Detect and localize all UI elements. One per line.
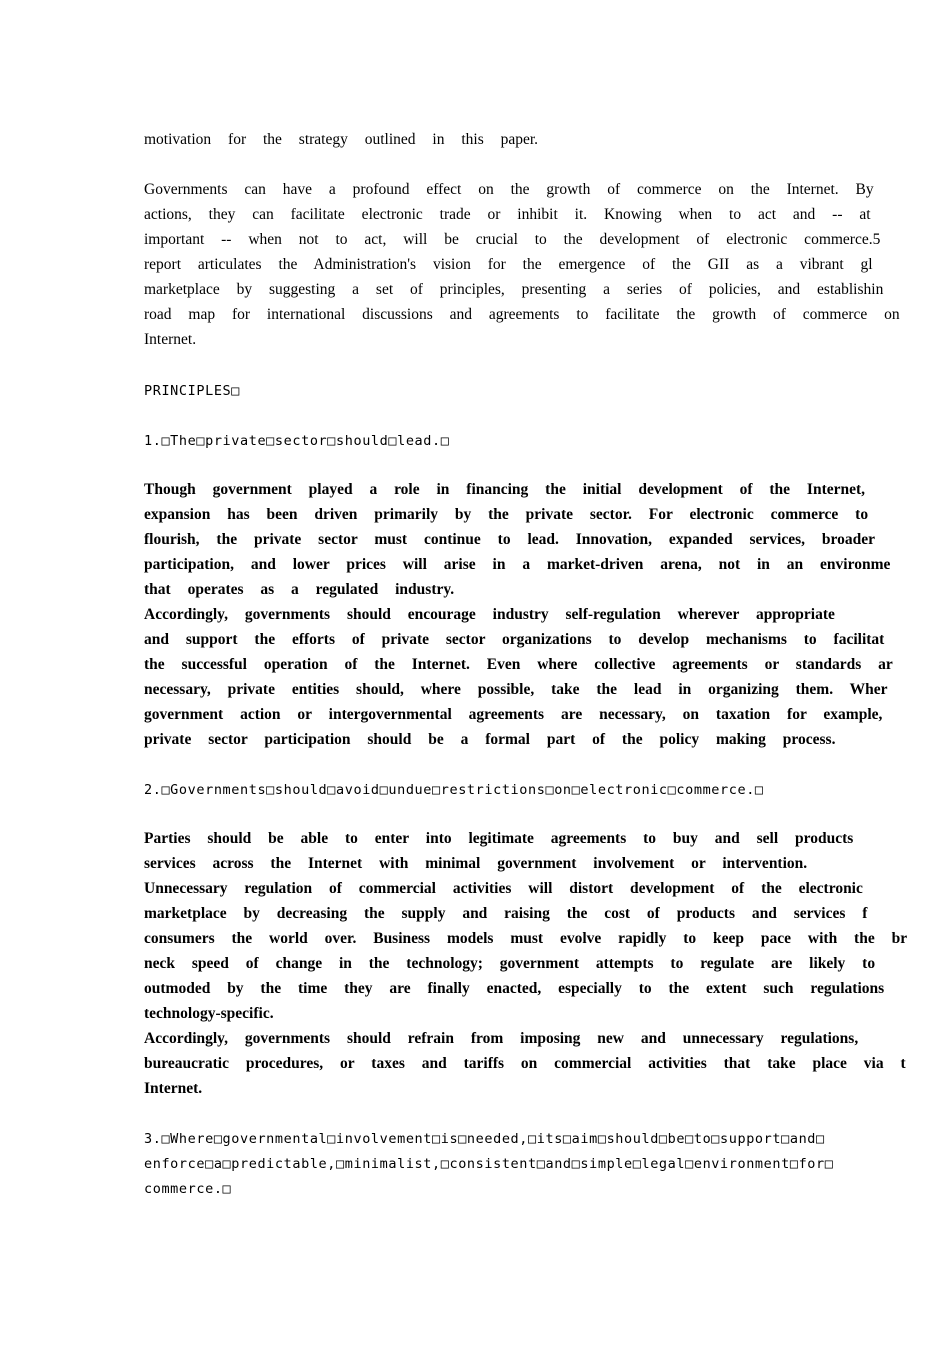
principle-3-heading-line: enforce□a□predictable,□minimalist,□consistent□and□simple□legal□environment□for□ [144, 1156, 834, 1172]
principle-3-heading-line: commerce.□ [144, 1181, 232, 1197]
section-heading-principles: PRINCIPLES□ [144, 383, 241, 399]
principle-1-heading: 1.□The□private□sector□should□lead.□ [144, 433, 450, 449]
principle-1-line: Though government played a role in financing the initial development of the Internet, [144, 481, 866, 498]
principle-1-line: flourish, the private sector must continue to lead. Innovation, expanded services, broader [144, 531, 875, 548]
paragraph-line: road map for international discussions and agreements to facilitate the growth of commerce on [144, 306, 900, 323]
principle-1-line: necessary, private entities should, where possible, take the lead in organizing them. Wher [144, 681, 888, 698]
principle-3-heading-line: 3.□Where□governmental□involvement□is□needed,□its□aim□should□be□to□support□and□ [144, 1131, 825, 1147]
principle-2-line: Accordingly, governments should refrain from imposing new and unnecessary regulations, [144, 1030, 859, 1047]
principle-2-heading: 2.□Governments□should□avoid□undue□restrictions□on□electronic□commerce.□ [144, 782, 764, 798]
principle-1-line: that operates as a regulated industry. [144, 581, 455, 598]
principle-2-line: technology-specific. [144, 1005, 274, 1022]
principle-1-line: government action or intergovernmental agreements are necessary, on taxation for example, [144, 706, 883, 723]
principle-1-line: the successful operation of the Internet. Even where collective agreements or standards ar [144, 656, 893, 673]
paragraph-line: report articulates the Administration's vision for the emergence of the GII as a vibrant gl [144, 256, 873, 273]
principle-1-line: Accordingly, governments should encourage industry self-regulation wherever appropriate [144, 606, 835, 623]
principle-2-line: neck speed of change in the technology; government attempts to regulate are likely to [144, 955, 876, 972]
principle-1-line: participation, and lower prices will arise in a market-driven arena, not in an environme [144, 556, 891, 573]
principle-1-line: private sector participation should be a formal part of the policy making process. [144, 731, 836, 748]
principle-2-line: Internet. [144, 1080, 203, 1097]
paragraph-line: actions, they can facilitate electronic trade or inhibit it. Knowing when to act and -- at [144, 206, 871, 223]
principle-2-line: consumers the world over. Business models must evolve rapidly to keep pace with the br [144, 930, 908, 947]
principle-2-line: services across the Internet with minimal government involvement or intervention. [144, 855, 808, 872]
principle-2-line: Parties should be able to enter into legitimate agreements to buy and sell products [144, 830, 854, 847]
paragraph-line: marketplace by suggesting a set of principles, presenting a series of policies, and establishin [144, 281, 884, 298]
principle-2-line: outmoded by the time they are finally enacted, especially to the extent such regulations [144, 980, 885, 997]
principle-2-line: Unnecessary regulation of commercial activities will distort development of the electronic [144, 880, 863, 897]
paragraph-line: Internet. [144, 331, 197, 348]
intro-line: motivation for the strategy outlined in this paper. [144, 131, 539, 148]
principle-1-line: expansion has been driven primarily by the private sector. For electronic commerce to [144, 506, 869, 523]
paragraph-line: Governments can have a profound effect on the growth of commerce on the Internet. By [144, 181, 874, 198]
principle-2-line: marketplace by decreasing the supply and raising the cost of products and services f [144, 905, 868, 922]
paragraph-line: important -- when not to act, will be crucial to the development of electronic commerce.5 [144, 231, 881, 248]
principle-2-line: bureaucratic procedures, or taxes and tariffs on commercial activities that take place via t [144, 1055, 906, 1072]
principle-1-line: and support the efforts of private sector organizations to develop mechanisms to facilitat [144, 631, 885, 648]
